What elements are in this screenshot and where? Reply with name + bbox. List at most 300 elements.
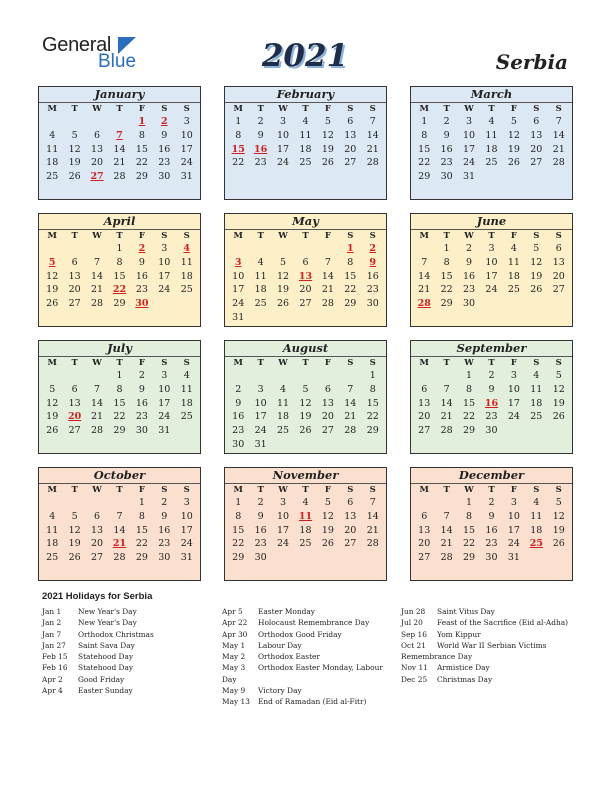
holiday-entry	[401, 662, 576, 673]
month-name: November	[225, 468, 386, 484]
holiday-name: New Year's Day	[78, 618, 137, 628]
day-cell: 7	[369, 497, 376, 508]
holiday-entry	[222, 685, 392, 696]
day-cell: 31	[507, 552, 520, 564]
weekday-label: M	[233, 104, 243, 114]
week-row	[225, 383, 386, 397]
logo-general-text: General	[42, 34, 112, 56]
day-cell: 21	[440, 538, 453, 550]
empty-cell	[317, 551, 339, 565]
day-cell: 9	[161, 129, 168, 141]
week-row	[225, 297, 386, 311]
day-cell: 27	[299, 298, 312, 310]
day-cell: 17	[277, 143, 290, 155]
empty-cell	[294, 311, 316, 325]
weekday-label: S	[347, 485, 354, 495]
weekday-label: S	[183, 358, 190, 368]
weekday-label: T	[302, 485, 309, 495]
day-cell: 5	[49, 383, 56, 395]
week-row	[39, 551, 200, 565]
week-row	[411, 170, 572, 184]
empty-cell	[339, 369, 361, 383]
day-cell: 12	[68, 524, 81, 536]
day-cell: 24	[254, 425, 267, 437]
day-cell: 13	[344, 510, 357, 522]
day-cell: 21	[113, 157, 126, 169]
month-name: August	[225, 341, 386, 357]
day-cell: 19	[321, 524, 334, 536]
day-cell: 24	[485, 284, 498, 296]
day-cell: 25	[507, 284, 520, 296]
month-july	[38, 340, 201, 454]
empty-cell	[41, 369, 63, 383]
day-cell: 23	[158, 157, 171, 169]
day-cell: 5	[71, 510, 78, 522]
weekday-label: W	[92, 104, 102, 114]
weekday-label: T	[443, 104, 450, 114]
day-cell: 10	[180, 510, 193, 522]
month-february	[224, 86, 387, 200]
holiday-name: Easter Sunday	[78, 686, 133, 696]
weekday-label: W	[92, 231, 102, 241]
day-cell: 19	[46, 411, 59, 423]
weekday-label: T	[116, 104, 123, 114]
holiday-day: 25	[529, 538, 543, 550]
day-cell: 15	[463, 397, 476, 409]
day-cell: 30	[254, 552, 267, 564]
week-row	[39, 496, 200, 510]
day-cell: 16	[158, 143, 171, 155]
day-cell: 19	[530, 270, 543, 282]
day-cell: 31	[180, 552, 193, 564]
day-cell: 25	[299, 157, 312, 169]
week-row	[225, 397, 386, 411]
weekday-label: T	[302, 231, 309, 241]
day-cell: 12	[552, 383, 565, 395]
day-cell: 11	[180, 383, 193, 395]
holiday-date: Dec 25	[401, 674, 428, 684]
day-cell: 23	[485, 538, 498, 550]
month-october	[38, 467, 201, 581]
weekday-label: S	[369, 358, 376, 368]
day-cell: 14	[440, 524, 453, 536]
day-cell: 31	[180, 171, 193, 183]
week-row	[225, 524, 386, 538]
day-cell: 4	[533, 370, 540, 381]
holiday-date: May 2	[222, 652, 246, 662]
weekday-label: M	[419, 104, 429, 114]
day-cell: 1	[443, 243, 450, 254]
day-cell: 14	[113, 524, 126, 536]
week-row	[225, 270, 386, 284]
day-cell: 10	[485, 256, 498, 268]
day-cell: 5	[324, 116, 331, 127]
holiday-day: 15	[231, 143, 245, 155]
day-cell: 17	[158, 397, 171, 409]
month-june	[410, 213, 573, 327]
holiday-name: New Year's Day	[78, 607, 137, 616]
day-cell: 29	[135, 552, 148, 564]
empty-cell	[63, 242, 85, 256]
day-cell: 30	[158, 171, 171, 183]
day-cell: 16	[254, 524, 267, 536]
day-cell: 4	[533, 497, 540, 508]
empty-cell	[525, 424, 547, 438]
weekday-label: W	[464, 485, 474, 495]
day-cell: 6	[555, 243, 562, 254]
week-row	[225, 242, 386, 256]
day-cell: 12	[507, 129, 520, 141]
day-cell: 8	[116, 256, 123, 268]
day-cell: 13	[552, 256, 565, 268]
day-cell: 27	[344, 157, 357, 169]
holiday-name: Easter Monday	[258, 607, 315, 616]
day-cell: 7	[347, 383, 354, 395]
day-cell: 8	[347, 256, 354, 268]
weekday-label: S	[161, 231, 168, 241]
weekday-label: T	[443, 358, 450, 368]
day-cell: 24	[277, 157, 290, 169]
day-cell: 14	[91, 397, 104, 409]
weekday-label: F	[510, 104, 517, 114]
day-cell: 27	[68, 298, 81, 310]
weekday-header	[411, 484, 572, 496]
day-cell: 10	[180, 129, 193, 141]
day-cell: 3	[280, 497, 287, 508]
day-cell: 2	[466, 243, 473, 254]
day-cell: 20	[299, 284, 312, 296]
day-cell: 23	[463, 284, 476, 296]
day-cell: 16	[440, 143, 453, 155]
day-cell: 3	[161, 370, 168, 381]
empty-cell	[413, 369, 435, 383]
week-row	[39, 242, 200, 256]
day-cell: 30	[440, 171, 453, 183]
week-row	[39, 369, 200, 383]
day-cell: 18	[485, 143, 498, 155]
day-cell: 18	[277, 411, 290, 423]
day-cell: 19	[46, 284, 59, 296]
day-cell: 13	[530, 129, 543, 141]
day-cell: 21	[91, 284, 104, 296]
day-cell: 8	[369, 383, 376, 395]
holiday-column	[401, 606, 576, 685]
day-cell: 11	[46, 524, 59, 536]
day-cell: 31	[158, 425, 171, 437]
holiday-name: Orthodox Easter	[258, 652, 320, 662]
day-cell: 6	[94, 129, 101, 141]
week-row	[411, 143, 572, 157]
day-cell: 19	[68, 538, 81, 550]
day-cell: 11	[46, 143, 59, 155]
day-cell: 30	[135, 425, 148, 437]
weekday-label: M	[419, 231, 429, 241]
week-row	[411, 297, 572, 311]
day-cell: 21	[366, 143, 379, 155]
holiday-day: 30	[135, 298, 149, 310]
week-row	[411, 410, 572, 424]
empty-cell	[525, 297, 547, 311]
week-row	[39, 256, 200, 270]
weekday-label: T	[443, 231, 450, 241]
empty-cell	[86, 115, 108, 129]
country-name: Serbia	[495, 50, 568, 74]
weekday-header	[39, 357, 200, 369]
empty-cell	[362, 551, 384, 565]
holiday-date: Oct 21	[401, 640, 426, 650]
weekday-label: S	[533, 358, 540, 368]
empty-cell	[108, 496, 130, 510]
day-cell: 22	[440, 284, 453, 296]
holiday-name: Holocaust Remembrance Day	[258, 618, 370, 628]
day-cell: 28	[552, 157, 565, 169]
day-cell: 14	[418, 270, 431, 282]
weekday-label: M	[47, 358, 57, 368]
day-cell: 5	[555, 370, 562, 381]
day-cell: 11	[277, 397, 290, 409]
holiday-entry	[401, 629, 576, 640]
weekday-label: M	[233, 485, 243, 495]
day-cell: 22	[135, 157, 148, 169]
holiday-name: Statehood Day	[78, 652, 134, 662]
holiday-entry	[42, 685, 212, 696]
day-cell: 25	[485, 157, 498, 169]
holiday-name: Labour Day	[258, 640, 302, 650]
day-cell: 11	[530, 383, 543, 395]
day-cell: 20	[530, 143, 543, 155]
holiday-entry	[222, 606, 392, 617]
weekday-label: M	[233, 358, 243, 368]
day-cell: 8	[466, 510, 473, 522]
holiday-name: Saint Sava Day	[78, 640, 135, 650]
day-cell: 10	[158, 383, 171, 395]
holiday-name: Saint Vitus Day	[437, 607, 495, 616]
empty-cell	[227, 242, 249, 256]
holiday-entry	[401, 640, 576, 663]
empty-cell	[176, 424, 198, 438]
day-cell: 29	[366, 425, 379, 437]
weekday-label: S	[161, 104, 168, 114]
day-cell: 9	[466, 256, 473, 268]
day-cell: 12	[321, 510, 334, 522]
month-name: September	[411, 341, 572, 357]
day-cell: 10	[158, 256, 171, 268]
day-cell: 1	[235, 497, 242, 508]
day-cell: 2	[443, 116, 450, 127]
weekday-label: F	[138, 485, 145, 495]
week-row	[411, 524, 572, 538]
empty-cell	[339, 438, 361, 452]
empty-cell	[294, 369, 316, 383]
day-cell: 1	[466, 370, 473, 381]
day-cell: 28	[113, 171, 126, 183]
day-cell: 6	[94, 510, 101, 522]
weekday-label: M	[47, 104, 57, 114]
day-cell: 7	[421, 256, 428, 268]
day-cell: 14	[321, 270, 334, 282]
weekday-header	[411, 230, 572, 242]
logo-blue-text: Blue	[98, 51, 137, 72]
day-cell: 19	[68, 157, 81, 169]
holiday-entry	[222, 640, 392, 651]
day-cell: 8	[421, 129, 428, 141]
day-cell: 19	[507, 143, 520, 155]
empty-cell	[317, 242, 339, 256]
day-cell: 8	[138, 129, 145, 141]
day-cell: 9	[161, 510, 168, 522]
empty-cell	[503, 170, 525, 184]
empty-cell	[41, 496, 63, 510]
holiday-date: Nov 11	[401, 663, 428, 673]
weekday-header	[39, 103, 200, 115]
weekday-label: W	[92, 485, 102, 495]
weekday-label: T	[257, 104, 264, 114]
weekday-label: T	[116, 358, 123, 368]
day-cell: 23	[135, 284, 148, 296]
day-cell: 20	[344, 524, 357, 536]
holiday-day: 1	[138, 116, 146, 127]
day-cell: 21	[344, 411, 357, 423]
day-cell: 11	[180, 256, 193, 268]
day-cell: 25	[180, 284, 193, 296]
holiday-day: 28	[417, 298, 431, 310]
day-cell: 24	[277, 538, 290, 550]
weekday-label: T	[257, 358, 264, 368]
day-cell: 10	[507, 383, 520, 395]
day-cell: 30	[485, 425, 498, 437]
holiday-name: World War II Serbian Victims Remembrance Day	[401, 640, 547, 662]
month-january	[38, 86, 201, 200]
holiday-column	[222, 606, 392, 708]
day-cell: 6	[421, 383, 428, 395]
day-cell: 5	[302, 383, 309, 395]
day-cell: 3	[510, 370, 517, 381]
holiday-date: Jan 2	[42, 618, 62, 628]
day-cell: 28	[321, 298, 334, 310]
holiday-entry	[42, 640, 212, 651]
day-cell: 17	[507, 524, 520, 536]
empty-cell	[63, 369, 85, 383]
holiday-date: Feb 16	[42, 663, 68, 673]
day-cell: 14	[91, 270, 104, 282]
day-cell: 29	[440, 298, 453, 310]
day-cell: 2	[138, 370, 145, 381]
day-cell: 6	[324, 383, 331, 395]
month-september	[410, 340, 573, 454]
weekday-label: S	[183, 485, 190, 495]
week-row	[411, 551, 572, 565]
day-cell: 14	[113, 143, 126, 155]
day-cell: 18	[299, 143, 312, 155]
holiday-date: May 3	[222, 663, 246, 673]
empty-cell	[86, 242, 108, 256]
day-cell: 14	[344, 397, 357, 409]
empty-cell	[503, 297, 525, 311]
day-cell: 5	[324, 497, 331, 508]
month-august	[224, 340, 387, 454]
day-cell: 13	[344, 129, 357, 141]
day-cell: 16	[135, 270, 148, 282]
month-december	[410, 467, 573, 581]
weekday-label: S	[347, 104, 354, 114]
day-cell: 22	[463, 411, 476, 423]
day-cell: 26	[46, 298, 59, 310]
day-cell: 9	[488, 510, 495, 522]
day-cell: 27	[321, 425, 334, 437]
week-row	[225, 424, 386, 438]
weekday-header	[225, 230, 386, 242]
day-cell: 15	[344, 270, 357, 282]
day-cell: 26	[68, 552, 81, 564]
month-november	[224, 467, 387, 581]
day-cell: 4	[49, 129, 56, 141]
empty-cell	[435, 369, 457, 383]
week-row	[411, 270, 572, 284]
week-row	[411, 510, 572, 524]
holiday-name: Orthodox Easter Monday, Labour Day	[222, 663, 383, 684]
day-cell: 4	[183, 370, 190, 381]
day-cell: 3	[161, 243, 168, 254]
weekday-label: S	[555, 231, 562, 241]
page-title: 2021	[261, 38, 349, 74]
day-cell: 22	[232, 538, 245, 550]
empty-cell	[294, 242, 316, 256]
day-cell: 3	[280, 116, 287, 127]
day-cell: 25	[277, 425, 290, 437]
week-row	[39, 383, 200, 397]
day-cell: 17	[507, 397, 520, 409]
weekday-label: S	[533, 104, 540, 114]
weekday-header	[39, 230, 200, 242]
week-row	[411, 115, 572, 129]
weekday-label: S	[161, 358, 168, 368]
holiday-entry	[401, 606, 576, 617]
day-cell: 22	[344, 284, 357, 296]
week-row	[225, 311, 386, 325]
day-cell: 30	[158, 552, 171, 564]
day-cell: 2	[488, 497, 495, 508]
holiday-day: 1	[347, 243, 354, 254]
day-cell: 13	[321, 397, 334, 409]
day-cell: 9	[138, 383, 145, 395]
week-row	[39, 129, 200, 143]
day-cell: 19	[552, 524, 565, 536]
week-row	[39, 537, 200, 551]
week-row	[225, 510, 386, 524]
day-cell: 19	[277, 284, 290, 296]
day-cell: 30	[485, 552, 498, 564]
weekday-label: M	[47, 231, 57, 241]
holiday-day: 22	[112, 284, 127, 296]
day-cell: 11	[485, 129, 498, 141]
holiday-date: Apr 22	[222, 618, 248, 628]
empty-cell	[503, 424, 525, 438]
day-cell: 24	[232, 298, 245, 310]
weekday-label: W	[278, 231, 288, 241]
day-cell: 27	[418, 552, 431, 564]
week-row	[411, 496, 572, 510]
day-cell: 8	[466, 383, 473, 395]
day-cell: 17	[158, 270, 171, 282]
holiday-name: Statehood Day	[78, 663, 134, 673]
day-cell: 28	[91, 298, 104, 310]
week-row	[39, 524, 200, 538]
day-cell: 18	[46, 538, 59, 550]
day-cell: 9	[235, 397, 242, 409]
weekday-label: W	[278, 485, 288, 495]
weekday-label: S	[555, 485, 562, 495]
day-cell: 4	[510, 243, 517, 254]
